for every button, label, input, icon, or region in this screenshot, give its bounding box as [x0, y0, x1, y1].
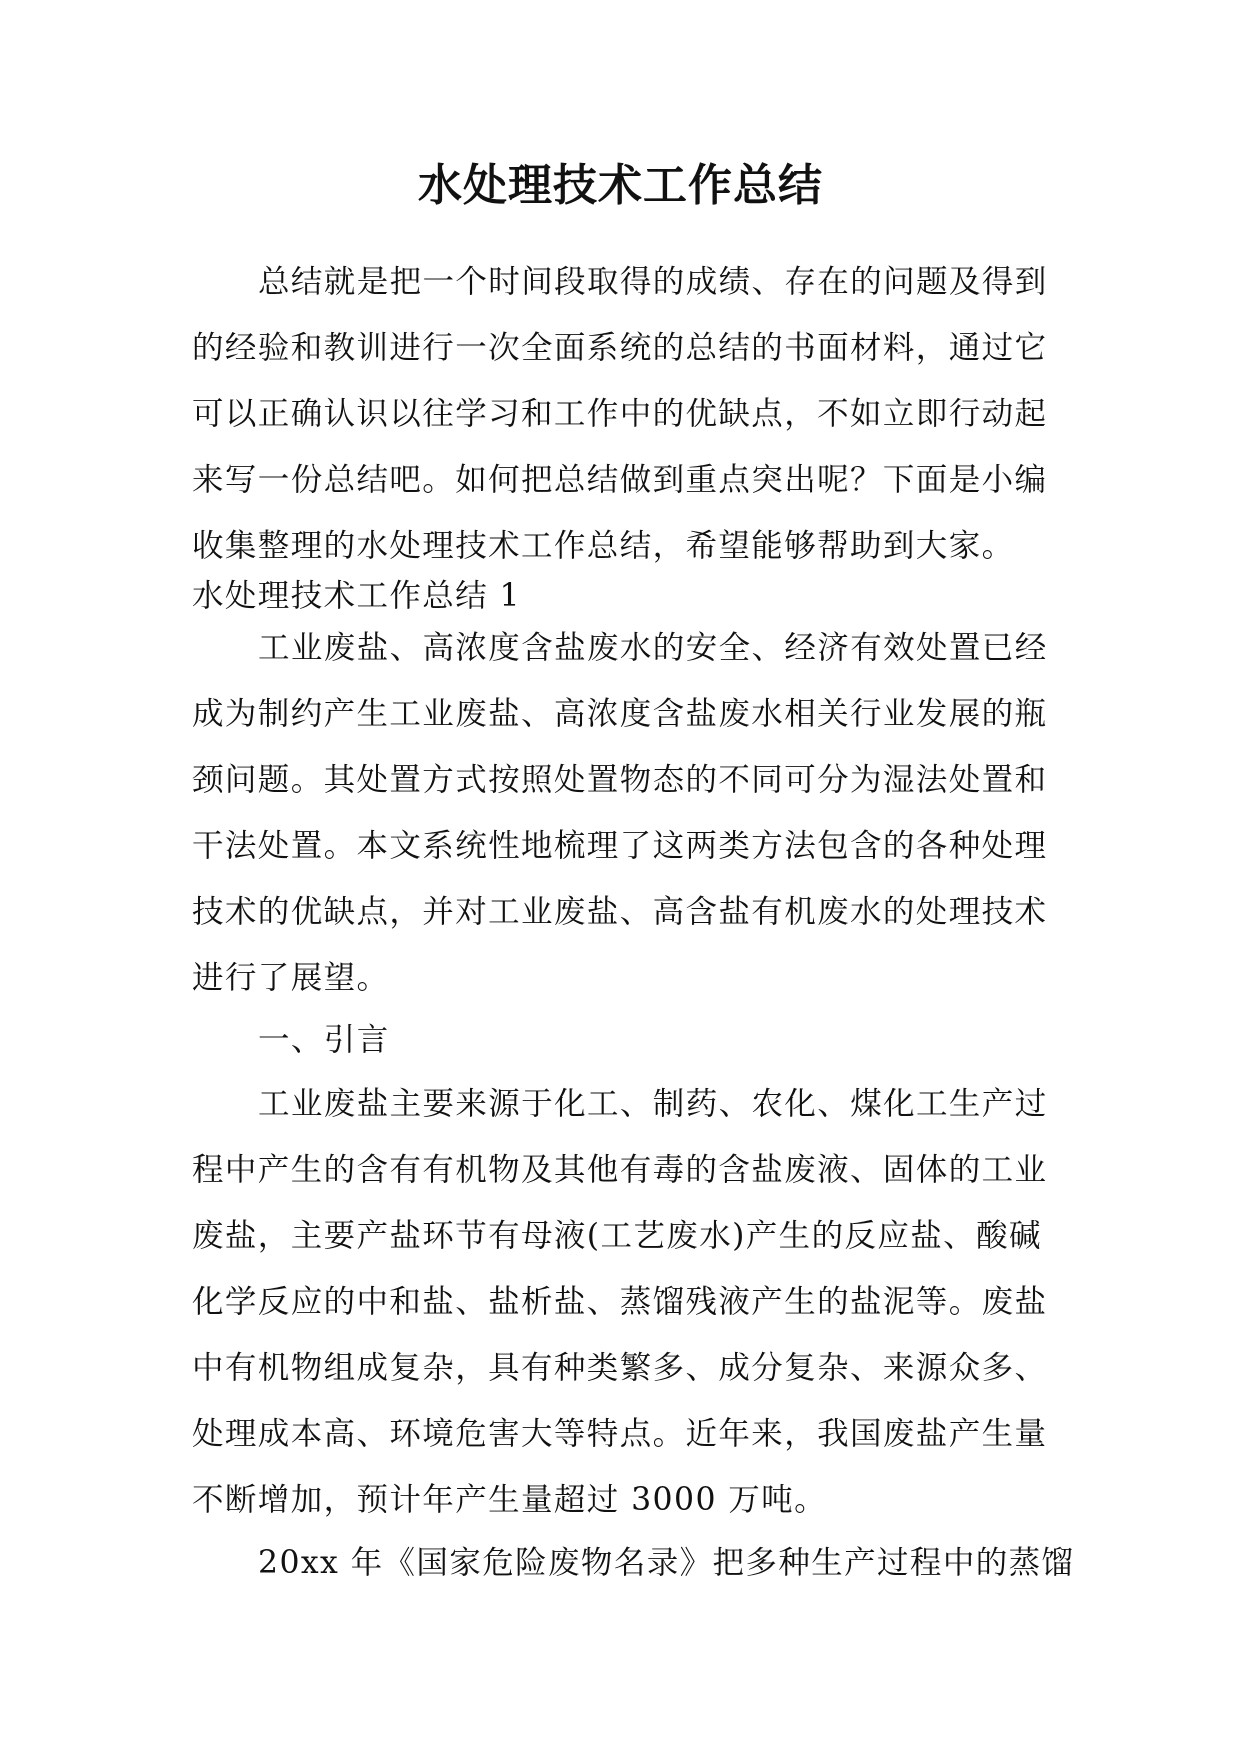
paragraph-line: 废盐，主要产盐环节有母液(工艺废水)产生的反应盐、酸碱 — [192, 1218, 1042, 1254]
paragraph-line: 中有机物组成复杂，具有种类繁多、成分复杂、来源众多、 — [192, 1350, 1048, 1386]
document-title: 水处理技术工作总结 — [418, 160, 823, 211]
paragraph-line: 干法处置。本文系统性地梳理了这两类方法包含的各种处理 — [192, 828, 1048, 864]
paragraph-line: 工业废盐、高浓度含盐废水的安全、经济有效处置已经 — [258, 630, 1048, 666]
subheading-block — [192, 1007, 1056, 1073]
intro-line: 总结就是把一个时间段取得的成绩、存在的问题及得到 — [258, 264, 1048, 300]
paragraph-line: 工业废盐主要来源于化工、制药、农化、煤化工生产过 — [258, 1086, 1048, 1122]
paragraph-line: 进行了展望。 — [192, 960, 390, 996]
intro-paragraph — [192, 249, 1056, 579]
intro-line: 可以正确认识以往学习和工作中的优缺点，不如立即行动起 — [192, 396, 1048, 432]
section-title: 水处理技术工作总结 1 — [192, 578, 521, 614]
paragraph-line: 技术的优缺点，并对工业废盐、高含盐有机废水的处理技术 — [192, 894, 1048, 930]
paragraph-line: 颈问题。其处置方式按照处置物态的不同可分为湿法处置和 — [192, 762, 1048, 798]
intro-line: 的经验和教训进行一次全面系统的总结的书面材料，通过它 — [192, 330, 1048, 366]
paragraph-line: 不断增加，预计年产生量超过 3000 万吨。 — [192, 1482, 827, 1518]
paragraph-line: 处理成本高、环境危害大等特点。近年来，我国废盐产生量 — [192, 1416, 1048, 1452]
paragraph-3 — [192, 1530, 1075, 1596]
paragraph-1 — [192, 615, 1056, 1011]
paragraph-line: 20xx 年《国家危险废物名录》把多种生产过程中的蒸馏 — [258, 1545, 1075, 1581]
paragraph-line: 程中产生的含有有机物及其他有毒的含盐废液、固体的工业 — [192, 1152, 1048, 1188]
paragraph-line: 化学反应的中和盐、盐析盐、蒸馏残液产生的盐泥等。废盐 — [192, 1284, 1048, 1320]
intro-line: 来写一份总结吧。如何把总结做到重点突出呢？下面是小编 — [192, 462, 1048, 498]
paragraph-2 — [192, 1071, 1056, 1533]
paragraph-line: 成为制约产生工业废盐、高浓度含盐废水相关行业发展的瓶 — [192, 696, 1048, 732]
subheading: 一、引言 — [258, 1022, 390, 1058]
intro-line: 收集整理的水处理技术工作总结，希望能够帮助到大家。 — [192, 528, 1015, 564]
